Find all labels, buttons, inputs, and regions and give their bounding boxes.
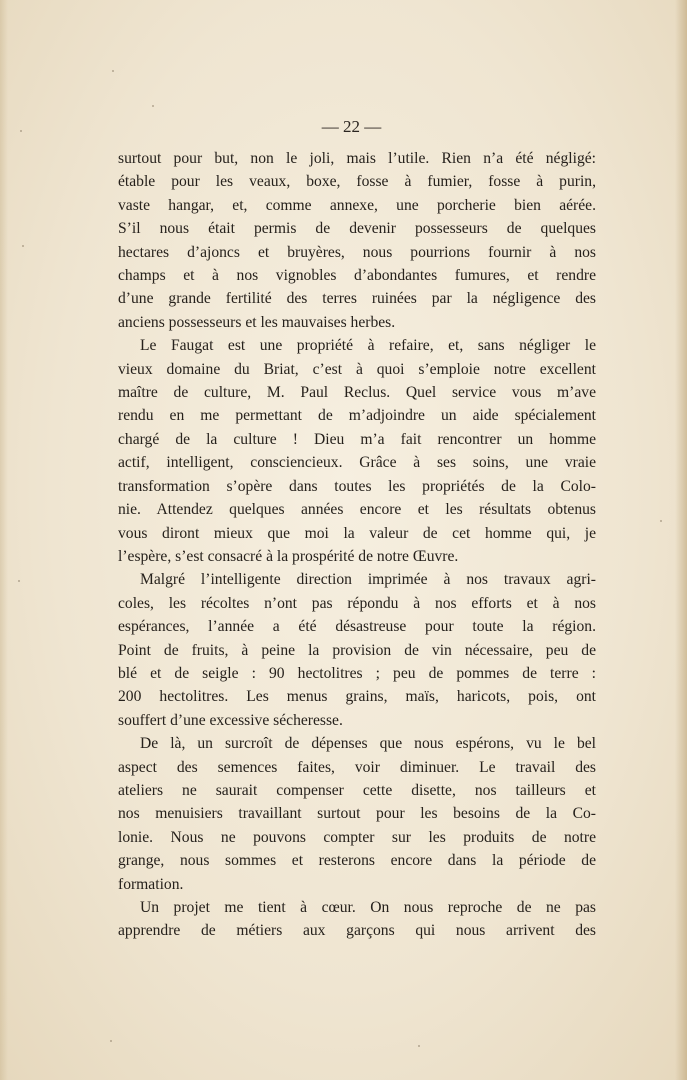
paper-speck <box>22 245 24 247</box>
paper-speck <box>660 520 662 522</box>
text-line: grange, nous sommes et resterons encore dans la période de <box>118 852 596 870</box>
text-line: étable pour les veaux, boxe, fosse à fumier, fosse à purin, <box>118 173 596 191</box>
text-line: Malgré l’intelligente direction imprimée à nos travaux agri- <box>140 571 596 589</box>
text-line: surtout pour but, non le joli, mais l’utile. Rien n’a été négligé: <box>118 150 596 167</box>
text-line: coles, les récoltes n’ont pas répondu à nos efforts et à nos <box>118 594 596 612</box>
text-line: blé et de seigle : 90 hectolitres ; peu de pommes de terre : <box>118 664 596 682</box>
text-line: formation. <box>118 875 184 893</box>
page-number: — 22 — <box>321 117 382 136</box>
text-line: vieux domaine du Briat, c’est à quoi s’emploie notre excellent <box>118 360 596 378</box>
text-line: l’espère, s’est consacré à la prospérité de notre Œuvre. <box>118 547 459 565</box>
paragraph-2 <box>118 334 596 568</box>
text-line: hectares d’ajoncs et bruyères, nous pourrions fournir à nos <box>118 243 596 261</box>
text-line: S’il nous était permis de devenir possesseurs de quelques <box>118 220 596 238</box>
text-line: Le Faugat est une propriété à refaire, et, sans négliger le <box>140 337 596 355</box>
text-line: De là, un surcroît de dépenses que nous espérons, vu le bel <box>140 735 596 753</box>
paragraph-3 <box>118 568 596 732</box>
text-line: apprendre de métiers aux garçons qui nous arrivent des <box>118 922 596 940</box>
paper-speck <box>110 1040 112 1042</box>
text-line: anciens possesseurs et les mauvaises herbes. <box>118 313 396 331</box>
paper-speck <box>18 580 20 582</box>
paragraph-1 <box>118 147 596 334</box>
page-edge-shadow <box>675 0 687 1080</box>
text-line: lonie. Nous ne pouvons compter sur les produits de notre <box>118 828 596 846</box>
text-line: aspect des semences faites, voir diminuer. Le travail des <box>118 758 596 776</box>
text-line: nos menuisiers travaillant surtout pour les besoins de la Co- <box>118 805 596 823</box>
paragraph-5 <box>118 896 596 943</box>
paper-speck <box>112 70 114 72</box>
text-line: Un projet me tient à cœur. On nous reproche de ne pas <box>140 899 596 916</box>
text-line: rendu en me permettant de m’adjoindre un aide spécialement <box>118 407 596 425</box>
text-line: espérances, l’année a été désastreuse pour toute la région. <box>118 618 596 636</box>
text-line: vous diront mieux que moi la valeur de cet homme qui, je <box>118 524 596 542</box>
page-edge-left-shadow <box>0 0 8 1080</box>
text-line: actif, intelligent, consciencieux. Grâce à ses soins, une vraie <box>118 454 596 472</box>
text-line: champs et à nos vignobles d’abondantes fumures, et rendre <box>118 267 596 285</box>
text-line: Point de fruits, à peine la provision de vin nécessaire, peu de <box>118 641 596 659</box>
paper-speck <box>152 105 154 107</box>
text-line: vaste hangar, et, comme annexe, une porcherie bien aérée. <box>118 196 596 214</box>
text-line: transformation s’opère dans toutes les propriétés de la Colo- <box>118 477 596 495</box>
text-line: nie. Attendez quelques années encore et les résultats obtenus <box>118 501 596 519</box>
text-line: ateliers ne saurait compenser cette disette, nos tailleurs et <box>118 781 596 799</box>
text-line: 200 hectolitres. Les menus grains, maïs, haricots, pois, ont <box>118 688 596 706</box>
text-line: d’une grande fertilité des terres ruinées par la négligence des <box>118 290 596 308</box>
text-line: souffert d’une excessive sécheresse. <box>118 711 343 729</box>
text-line: maître de culture, M. Paul Reclus. Quel service vous m’ave <box>118 384 596 402</box>
paper-speck <box>418 1045 420 1047</box>
paper-speck <box>20 130 22 132</box>
paragraph-4 <box>118 732 596 896</box>
text-line: chargé de la culture ! Dieu m’a fait rencontrer un homme <box>118 430 596 448</box>
body-text <box>118 147 596 943</box>
